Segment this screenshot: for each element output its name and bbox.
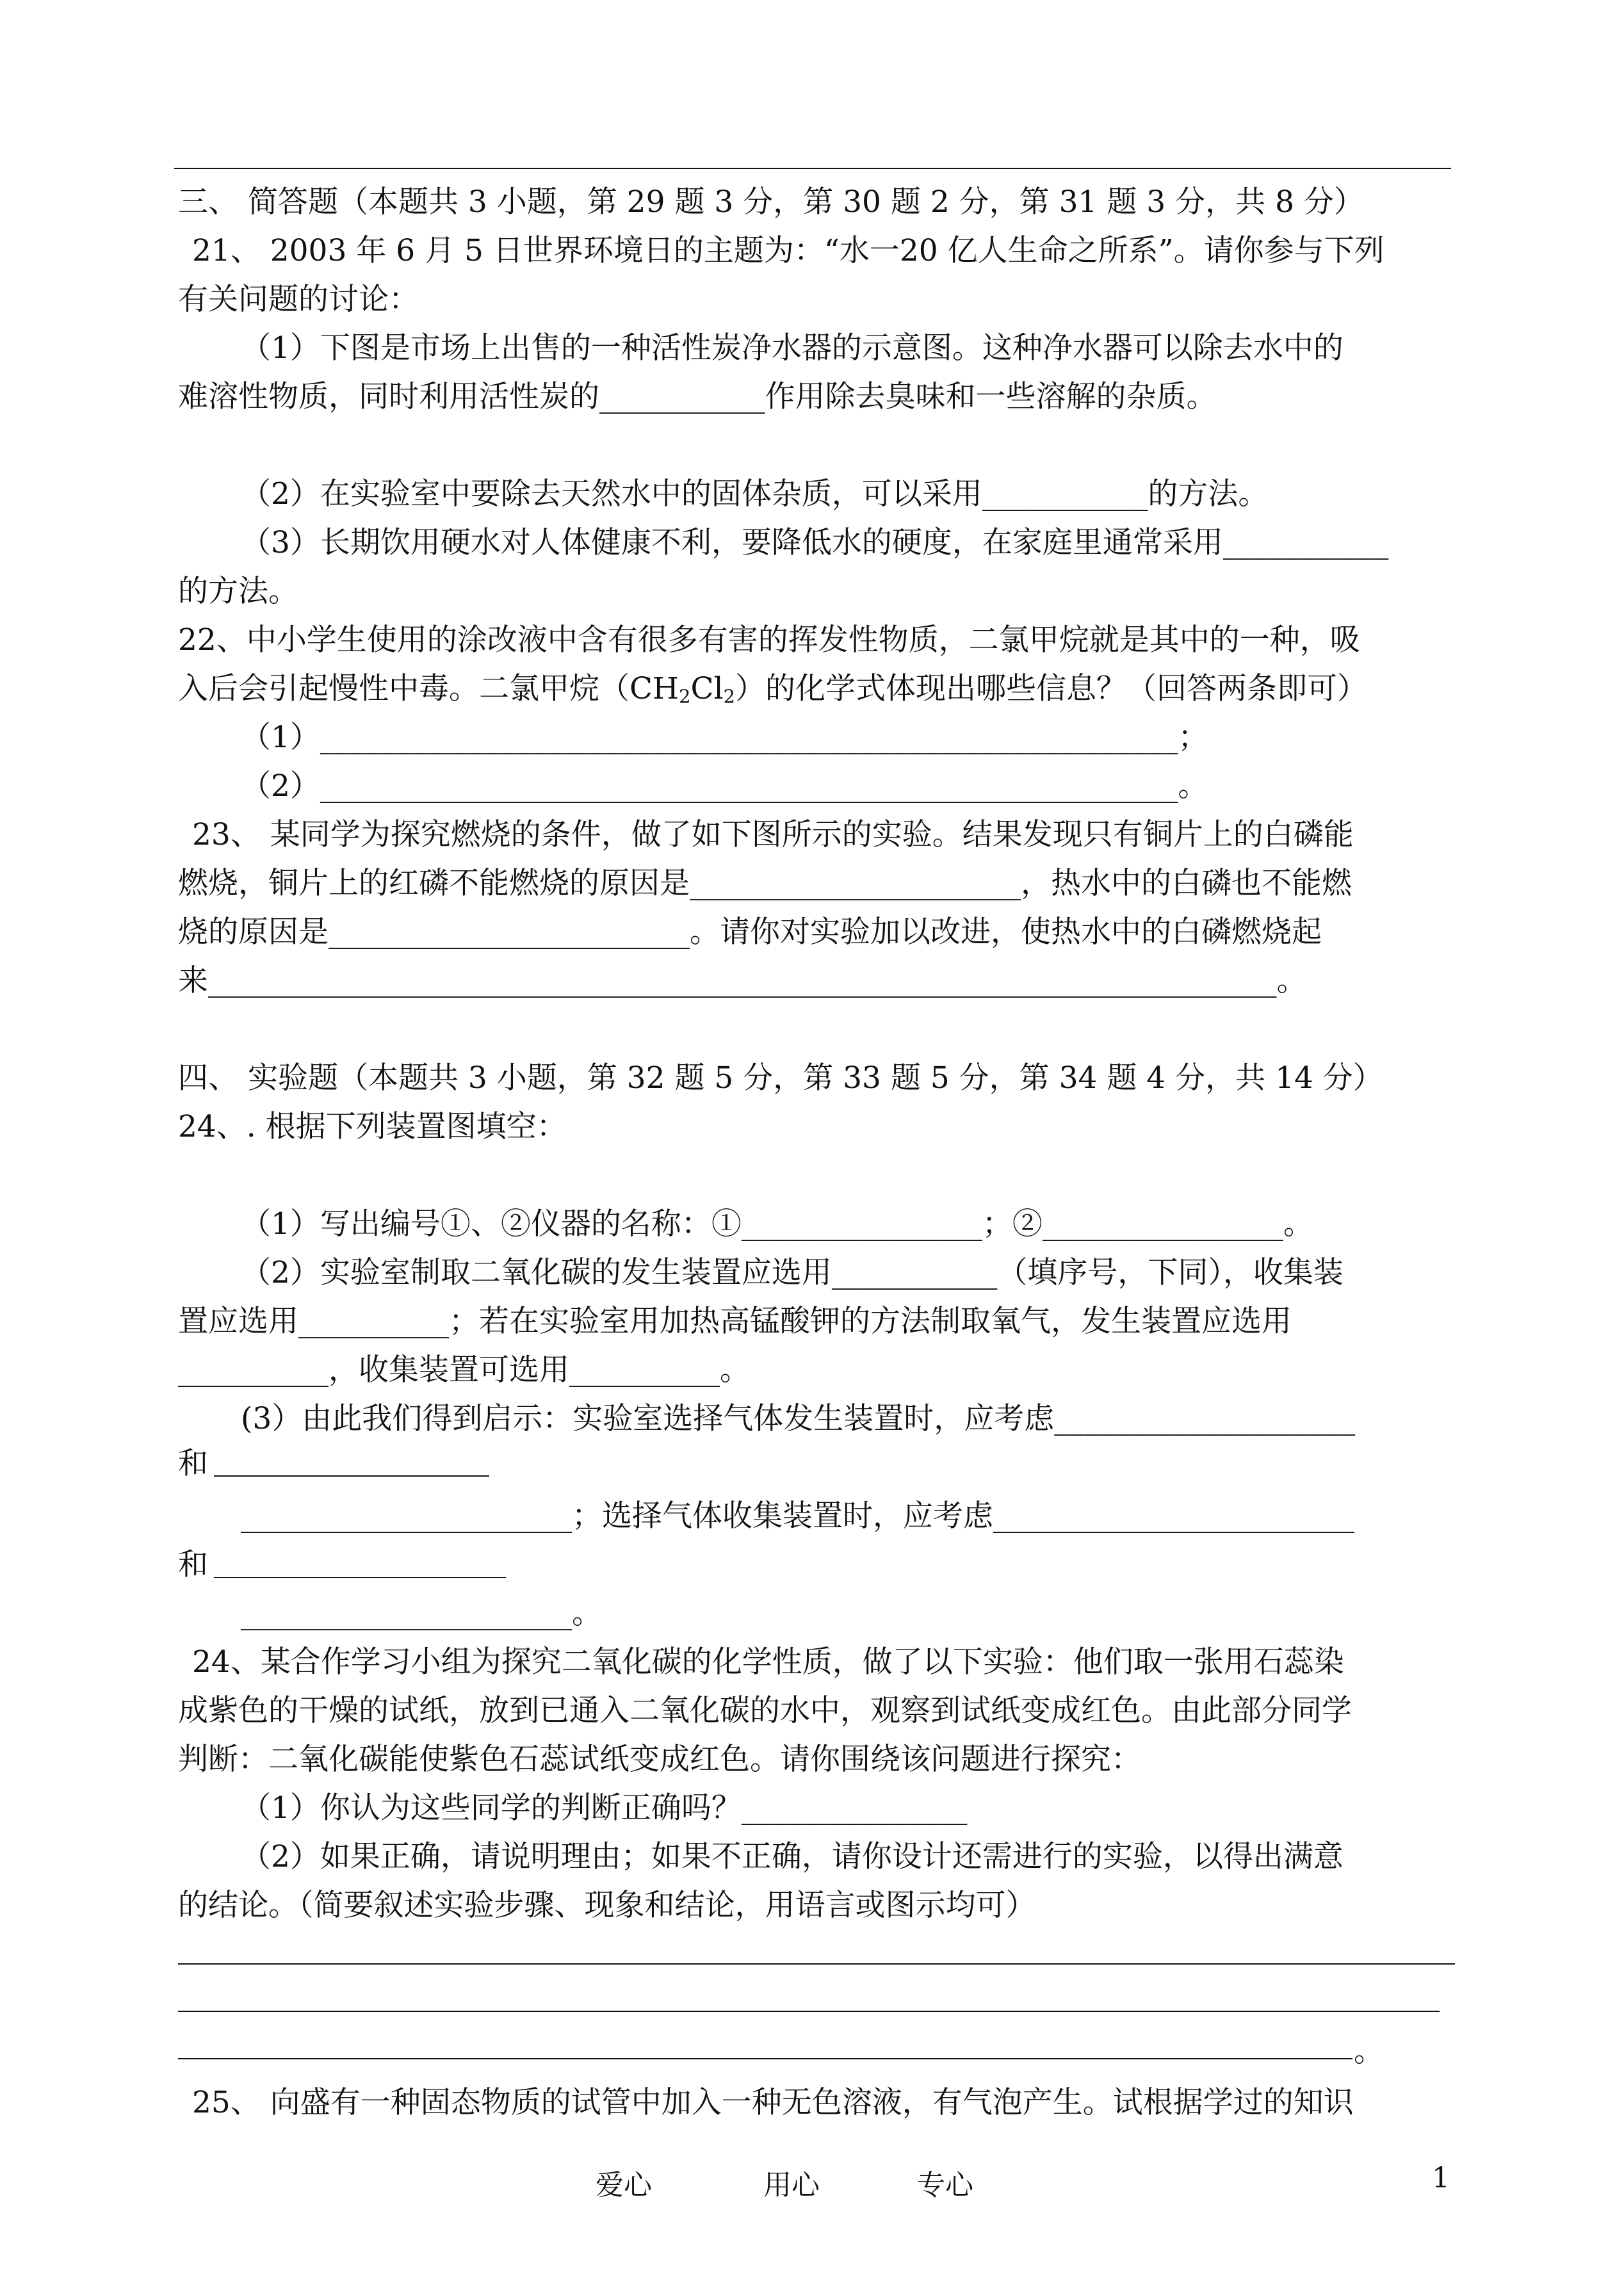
- q23-line-2: 燃烧，铜片上的红磷不能燃烧的原因是______________________，热水中的白磷也不能燃: [178, 866, 1352, 901]
- q23-line-1: 23、 某同学为探究燃烧的条件，做了如下图所示的实验。结果发现只有铜片上的白磷能: [192, 817, 1354, 852]
- q24a-part3-line-2: 和: [178, 1446, 208, 1481]
- q21-line-2: 有关问题的讨论：: [178, 282, 419, 317]
- page-number: 1: [1432, 2162, 1450, 2194]
- q22-line-2: [178, 671, 1368, 708]
- footer-word-3: 专心: [917, 2169, 973, 2202]
- q22-text-c: ）的化学式体现出哪些信息？（回答两条即可）: [735, 671, 1368, 706]
- q24b-part2-line-2: 的结论。（简要叙述实验步骤、现象和结论，用语言或图示均可）: [178, 1888, 1036, 1923]
- q22-subscript-1: 2: [678, 685, 691, 708]
- q23-line-3: 烧的原因是________________________。请你对实验加以改进，使热水中的白磷燃烧起: [178, 914, 1322, 950]
- answer-line: [214, 1475, 489, 1477]
- section-4-heading: 四、 实验题（本题共 3 小题，第 32 题 5 分，第 33 题 5 分，第 34 题 4 分，共 14 分）: [178, 1060, 1383, 1096]
- section-3-heading: 三、 简答题（本题共 3 小题，第 29 题 3 分，第 30 题 2 分，第 31 题 3 分，共 8 分）: [178, 184, 1364, 220]
- q21-part3-line-2: 的方法。: [178, 574, 298, 609]
- answer-line: [178, 2011, 1440, 2012]
- q22-answer-1: （1）_________________________________________________________；: [241, 720, 1208, 755]
- q22-text-a: 入后会引起慢性中毒。二氯甲烷（CH: [178, 671, 679, 706]
- answer-line: [178, 2058, 1352, 2059]
- q24a-part3-line-3: ______________________；选择气体收集装置时，应考虑________________________: [241, 1498, 1354, 1534]
- q22-answer-2: （2）_________________________________________________________。: [241, 768, 1208, 804]
- q24b-line-3: 判断：二氧化碳能使紫色石蕊试纸变成红色。请你围绕该问题进行探究：: [178, 1742, 1141, 1777]
- q24a-part3-line-4: 和: [178, 1547, 208, 1582]
- q24a-part2-line-1: （2）实验室制取二氧化碳的发生装置应选用___________（填序号，下同），收集装: [241, 1255, 1344, 1290]
- footer-word-1: 爱心: [596, 2169, 652, 2202]
- q24a-part3-line-5: ______________________。: [241, 1596, 602, 1631]
- q21-part1-line-2: 难溶性物质，同时利用活性炭的___________作用除去臭味和一些溶解的杂质。: [178, 379, 1217, 414]
- answer-end-mark: 。: [1354, 2034, 1384, 2069]
- q24a-part2-line-3: __________，收集装置可选用__________。: [178, 1352, 750, 1388]
- q24b-part1: （1）你认为这些同学的判断正确吗？_______________: [241, 1790, 968, 1826]
- q24b-part2-line-1: （2）如果正确，请说明理由；如果不正确，请你设计还需进行的实验，以得出满意: [241, 1839, 1344, 1874]
- q25-line-1: 25、 向盛有一种固态物质的试管中加入一种无色溶液，有气泡产生。试根据学过的知识: [192, 2085, 1354, 2120]
- q21-line-1: 21、 2003 年 6 月 5 日世界环境日的主题为：“水一20 亿人生命之所系”。请你参与下列: [192, 233, 1384, 268]
- answer-line: [178, 1963, 1455, 1965]
- footer-word-2: 用心: [763, 2169, 820, 2202]
- q21-part3-line-1: （3）长期饮用硬水对人体健康不利，要降低水的硬度，在家庭里通常采用___________: [241, 525, 1389, 560]
- q23-line-4: 来_______________________________________________________________________。: [178, 963, 1307, 998]
- q24a-part3-line-1: (3）由此我们得到启示：实验室选择气体发生装置时，应考虑____________________: [241, 1401, 1356, 1436]
- q21-part1-line-1: （1）下图是市场上出售的一种活性炭净水器的示意图。这种净水器可以除去水中的: [241, 330, 1344, 366]
- q24a-part2-line-2: 置应选用__________；若在实验室用加热高锰酸钾的方法制取氧气，发生装置应选用: [178, 1304, 1292, 1339]
- q22-line-1: 22、中小学生使用的涂改液中含有很多有害的挥发性物质，二氯甲烷就是其中的一种，吸: [178, 622, 1360, 658]
- q21-part2: （2）在实验室中要除去天然水中的固体杂质，可以采用___________的方法。: [241, 476, 1269, 512]
- q22-subscript-2: 2: [723, 685, 736, 708]
- q24b-line-2: 成紫色的干燥的试纸，放到已通入二氧化碳的水中，观察到试纸变成红色。由此部分同学: [178, 1693, 1352, 1728]
- q24a-part1: （1）写出编号①、②仪器的名称：①________________；②________________。: [241, 1206, 1313, 1242]
- answer-line: [214, 1577, 506, 1578]
- q22-text-b: Cl: [690, 671, 724, 706]
- q24b-line-1: 24、某合作学习小组为探究二氧化碳的化学性质，做了以下实验：他们取一张用石蕊染: [192, 1644, 1344, 1680]
- header-rule: [174, 168, 1451, 169]
- q24a-line-1: 24、. 根据下列装置图填空：: [178, 1109, 567, 1144]
